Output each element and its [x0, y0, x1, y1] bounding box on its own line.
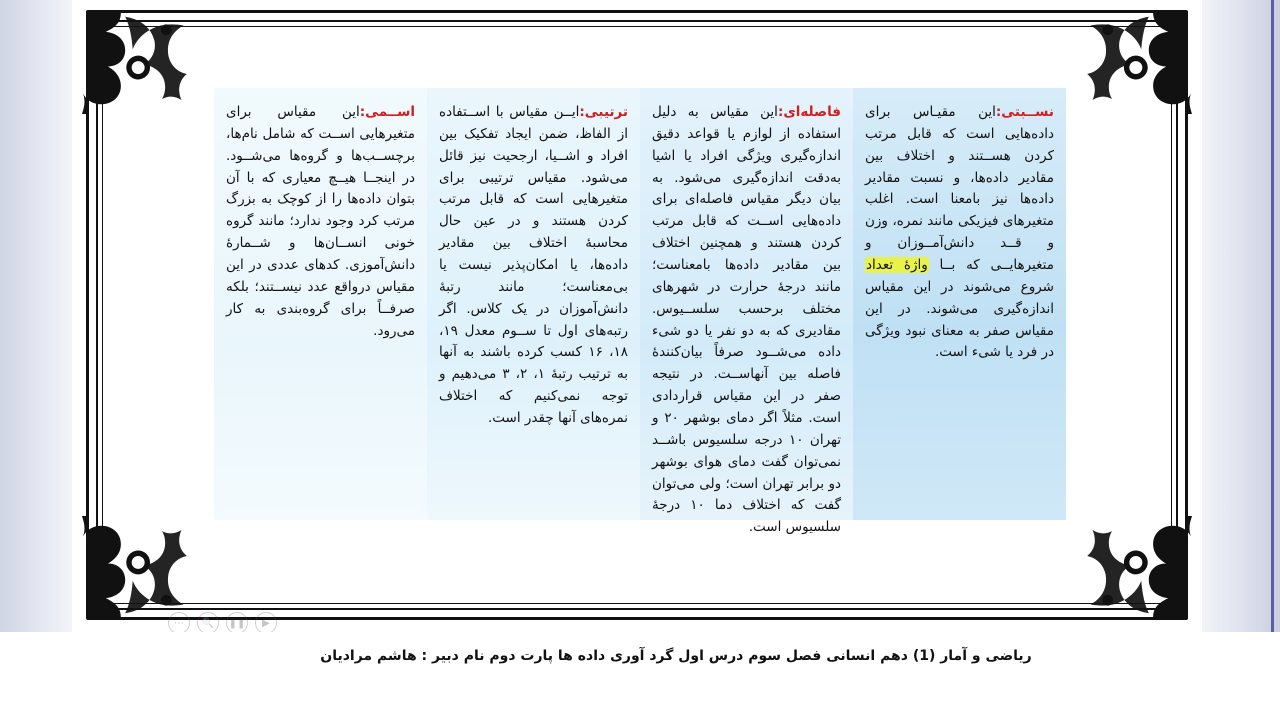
column-nesbati-lead: نســبتی:: [995, 104, 1054, 120]
pause-icon[interactable]: ❚❚: [226, 612, 248, 634]
column-esmi-text: این مقیاس برای متغیرهایی اســت که شامل نام‌ها، برچســب‌ها و گروه‌ها می‌شــود. در اینجــا هیــچ معیاری که با آن بتوان داده‌ها را از کوچک به بزرگ مرتب کرد وجود ندارد؛ مانند گروه خونی انســان‌ها و شــمارۀ دانش‌آموزی. کدهای عددی در این مقیاس درواقع عدد نیســتند؛ بلکه صرفــاً برای گروه‌بندی به کار می‌رود.: [226, 104, 415, 339]
definition-columns: [214, 88, 1066, 536]
column-faseleei: [640, 88, 853, 536]
ornament-corner-bottom-left-icon: [82, 516, 190, 624]
slide-caption: ریاضی و آمار (1) دهم انسانی فصل سوم درس اول گرد آوری داده ها پارت دوم نام دبیر : هاشم مرادیان: [320, 648, 1032, 664]
play-icon[interactable]: ▶: [255, 612, 277, 634]
column-tartibi-lead: ترتیبی:: [579, 104, 628, 120]
column-faseleei-text: این مقیاس به دلیل استفاده از لوازم یا قواعد دقیق اندازه‌گیری ویژگی افراد یا اشیا به‌دقت اندازه‌گیری می‌شود. به بیان دیگر مقیاس فاصله‌ای برای داده‌هایی اســت که قابل مرتب کردن هستند و همچنین اختلاف بین مقادیر داده‌ها بامعناست؛ مانند درجۀ حرارت در شهرهای مختلف برحسب سلســیوس. مقادیری که به دو نفر یا دو شیء داده می‌شــود صرفاً بیان‌کنندۀ فاصله بین آنهاســت. در نتیجه صفر در این مقیاس قراردادی است. مثلاً اگر دمای بوشهر ۲۰ و تهران ۱۰ درجه سلسیوس باشــد نمی‌توان گفت دمای هوای بوشهر دو برابر تهران است؛ ولی می‌توان گفت که اختلاف دما ۱۰ درجۀ سلسیوس است.: [652, 104, 842, 536]
more-icon[interactable]: ⋯: [168, 612, 190, 634]
caption-bar: [72, 632, 1280, 720]
page-edge-right: [1202, 0, 1280, 632]
column-esmi: [214, 88, 427, 520]
column-tartibi: [427, 88, 640, 520]
page-edge-left: [0, 0, 72, 632]
column-tartibi-text: ایــن مقیاس با اســتفاده از الفاظ، ضمن ایجاد تفکیک بین افراد و اشــیا، ارجحیت نیز قائل می‌شود. مقیاس ترتیبی برای متغیرهایی است که قابل مرتب کردن هستند و در عین حال محاسبۀ اختلاف بین مقادیر داده‌ها، یا امکان‌پذیر نیست یا بی‌معناست؛ مانند رتبۀ دانش‌آموزان در یک کلاس. اگر رتبه‌های اول تا ســوم معدل ۱۹، ۱۸، ۱۶ کسب کرده باشند به آنها به ترتیب رتبۀ ۱، ۲، ۳ می‌دهیم و توجه نمی‌کنیم که اختلاف نمره‌های آنها چقدر است.: [439, 104, 628, 427]
slide-canvas: [72, 0, 1202, 632]
player-controls[interactable]: [168, 612, 277, 634]
search-icon[interactable]: 🔍: [197, 612, 219, 634]
ornament-corner-top-right-icon: [1084, 6, 1192, 114]
ornament-corner-top-left-icon: [82, 6, 190, 114]
column-faseleei-lead: فاصله‌ای:: [777, 104, 841, 120]
text-highlight: واژۀ تعداد: [866, 257, 928, 274]
column-nesbati-text: این مقیـاس برای داده‌هایی است که قابل مرتب کردن هســتند و اختلاف بین مقادیر داده‌ها، و نسبت مقادیر داده‌ها نیز بامعنا است. اغلب متغیرهای فیزیکی مانند نمره، وزن و قــد دانش‌آمــوزان و متغیرهایــی که بــا واژۀ تعداد شروع می‌شوند در این مقیاس اندازه‌گیری می‌شوند. در این مقیاس صفر به معنای نبود ویژگی در فرد یا شیء است.: [865, 104, 1054, 361]
ornament-corner-bottom-right-icon: [1084, 516, 1192, 624]
column-esmi-lead: اســمی:: [359, 104, 415, 120]
column-nesbati: [853, 88, 1066, 520]
